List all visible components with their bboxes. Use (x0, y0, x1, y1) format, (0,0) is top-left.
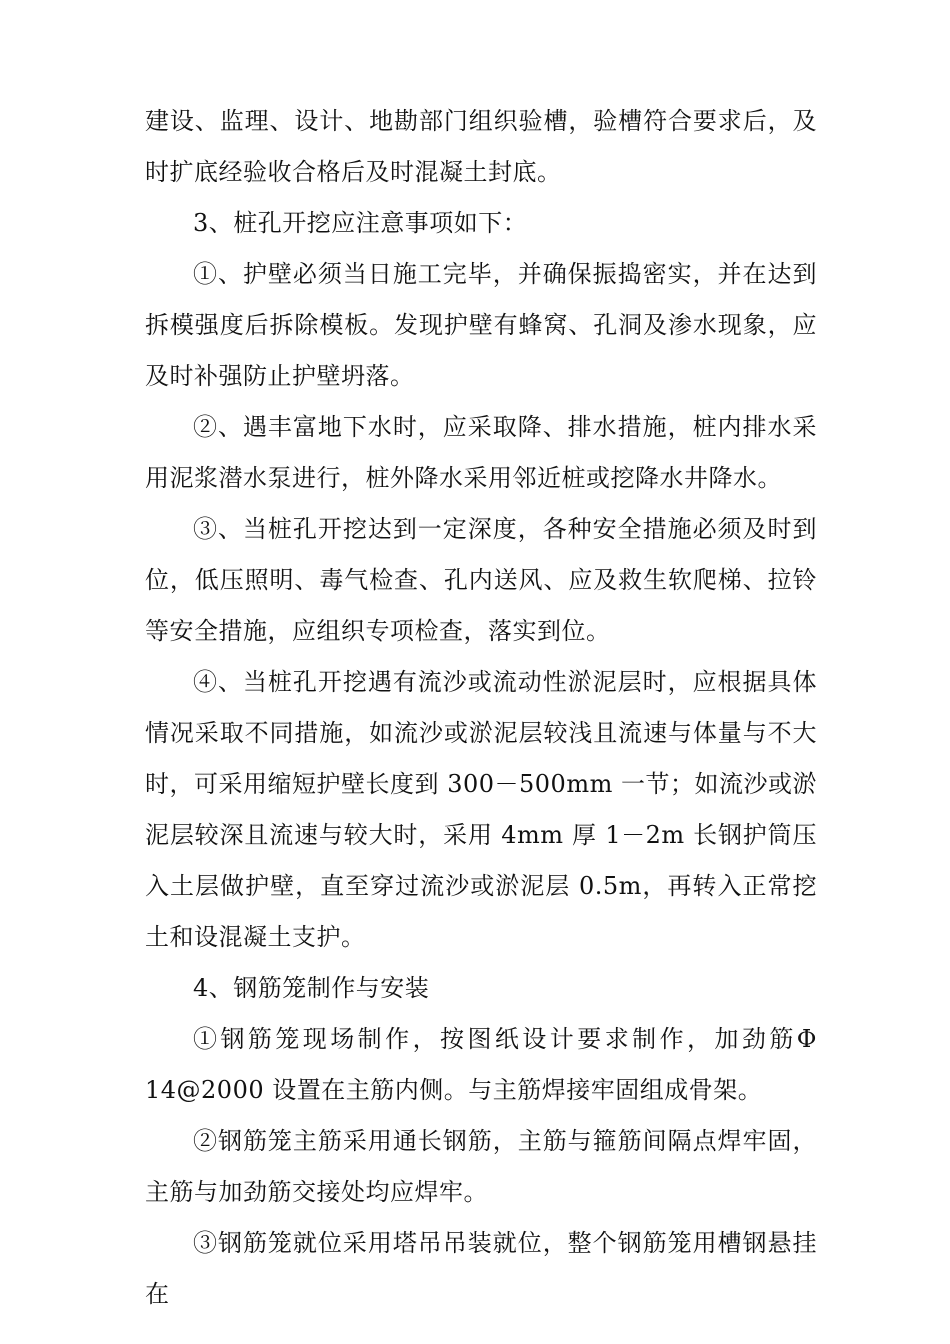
paragraph-item-4: ④、当桩孔开挖遇有流沙或流动性淤泥层时，应根据具体情况采取不同措施，如流沙或淤泥层较浅且流速与体量与不大时，可采用缩短护壁长度到 300－500mm 一节；如流沙或淤泥层较深且流速与较大时，采用 4mm 厚 1－2m 长钢护筒压入土层做护壁，直至穿过流沙或淤泥层 0.5m，再转入正常挖土和设混凝土支护。 (145, 668, 817, 951)
paragraph-item-1: ①、护壁必须当日施工完毕，并确保振捣密实，并在达到拆模强度后拆除模板。发现护壁有蜂窝、孔洞及渗水现象，应及时补强防止护壁坍落。 (145, 260, 817, 390)
paragraph-cage-2: ②钢筋笼主筋采用通长钢筋，主筋与箍筋间隔点焊牢固，主筋与加劲筋交接处均应焊牢。 (145, 1127, 817, 1206)
paragraph-cage-1: ①钢筋笼现场制作，按图纸设计要求制作，加劲筋Φ 14@2000 设置在主筋内侧。与主筋焊接牢固组成骨架。 (145, 1025, 817, 1104)
document-body (145, 96, 817, 1320)
paragraph-item-2: ②、遇丰富地下水时，应采取降、排水措施，桩内排水采用泥浆潜水泵进行，桩外降水采用邻近桩或挖降水井降水。 (145, 413, 817, 492)
paragraph-continuation: 建设、监理、设计、地勘部门组织验槽，验槽符合要求后，及时扩底经验收合格后及时混凝土封底。 (145, 107, 817, 186)
section-heading-3: 3、桩孔开挖应注意事项如下： (193, 209, 528, 237)
paragraph-cage-3: ③钢筋笼就位采用塔吊吊装就位，整个钢筋笼用槽钢悬挂在 (145, 1229, 817, 1308)
section-heading-4: 4、钢筋笼制作与安装 (193, 974, 430, 1002)
paragraph-item-3: ③、当桩孔开挖达到一定深度，各种安全措施必须及时到位，低压照明、毒气检查、孔内送风、应及救生软爬梯、拉铃等安全措施，应组织专项检查，落实到位。 (145, 515, 817, 645)
